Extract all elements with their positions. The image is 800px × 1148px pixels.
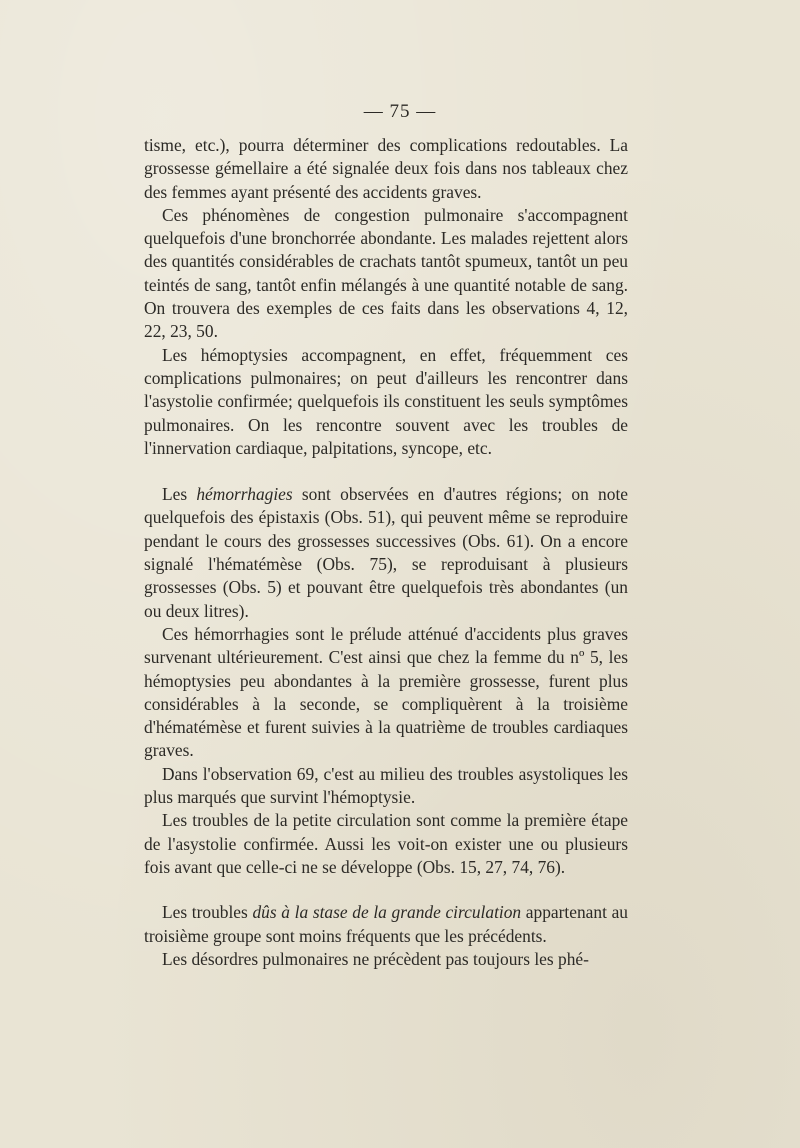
paragraph-5: Ces hémorrhagies sont le prélude atténué d'accidents plus graves survenant ultérieurement. C'est ainsi que chez la femme du nº 5, les hémoptysies peu abondantes à la première grossesse, furent plus considérables à la seconde, se compliquèrent à la troisième d'hématémèse et furent suivies à la quatrième de troubles cardiaques graves. xyxy=(144,623,628,761)
page-number: — 75 — xyxy=(363,101,437,122)
paragraph-6: Dans l'observation 69, c'est au milieu des troubles asystoliques les plus marqués que survint l'hémoptysie. xyxy=(144,763,628,808)
paragraph-8 xyxy=(144,901,628,948)
paragraph-2: Ces phénomènes de congestion pulmonaire s'accompagnent quelquefois d'une bronchorrée abondante. Les malades rejettent alors des quantités considérables de crachats tantôt spumeux, tantôt un peu teintés de sang, tantôt enfin mélangés à une quantité notable de sang. On trouvera des exemples de ces faits dans les observations 4, 12, 22, 23, 50. xyxy=(144,204,628,342)
paragraph-9: Les désordres pulmonaires ne précèdent pas toujours les phé- xyxy=(162,948,589,969)
paragraph-3: Les hémoptysies accompagnent, en effet, fréquemment ces complications pulmonaires; on peut d'ailleurs les rencontrer dans l'asystolie confirmée; quelquefois ils constituent les seuls symptômes pulmonaires. On les rencontre souvent avec les troubles de l'innervation cardiaque, palpitations, syncope, etc. xyxy=(144,344,628,458)
body-text xyxy=(144,134,628,971)
paragraph-8-start: Les troubles xyxy=(162,902,253,923)
paragraph-4-end: sont observées en d'autres régions; on note quelquefois des épistaxis (Obs. 51), qui peuvent même se reproduire pendant le cours des grossesses successives (Obs. 61). On a encore signalé l'hématémèse (Obs. 75), se reproduisant à plusieurs grossesses (Obs. 5) et pouvant être quelquefois très abondantes (un ou deux litres). xyxy=(144,484,628,621)
paragraph-8-italic: dûs à la stase de la grande circulation xyxy=(252,902,522,923)
paragraph-4-start: Les xyxy=(162,484,197,505)
paragraph-4-italic: hémorrhagies xyxy=(196,484,293,505)
paragraph-7: Les troubles de la petite circulation sont comme la première étape de l'asystolie confirmée. Aussi les voit-on exister une ou plusieurs fois avant que celle-ci ne se développe (Obs. 15, 27, 74, 76). xyxy=(144,810,628,877)
paragraph-8-end: appartenant au troisième groupe sont moins fréquents que les précédents. xyxy=(144,902,628,946)
paragraph-1: tisme, etc.), pourra déterminer des complications redoutables. La grossesse gémellaire a été signalée deux fois dans nos tableaux chez des femmes ayant présenté des accidents graves. xyxy=(144,135,628,202)
paragraph-4 xyxy=(144,483,628,623)
